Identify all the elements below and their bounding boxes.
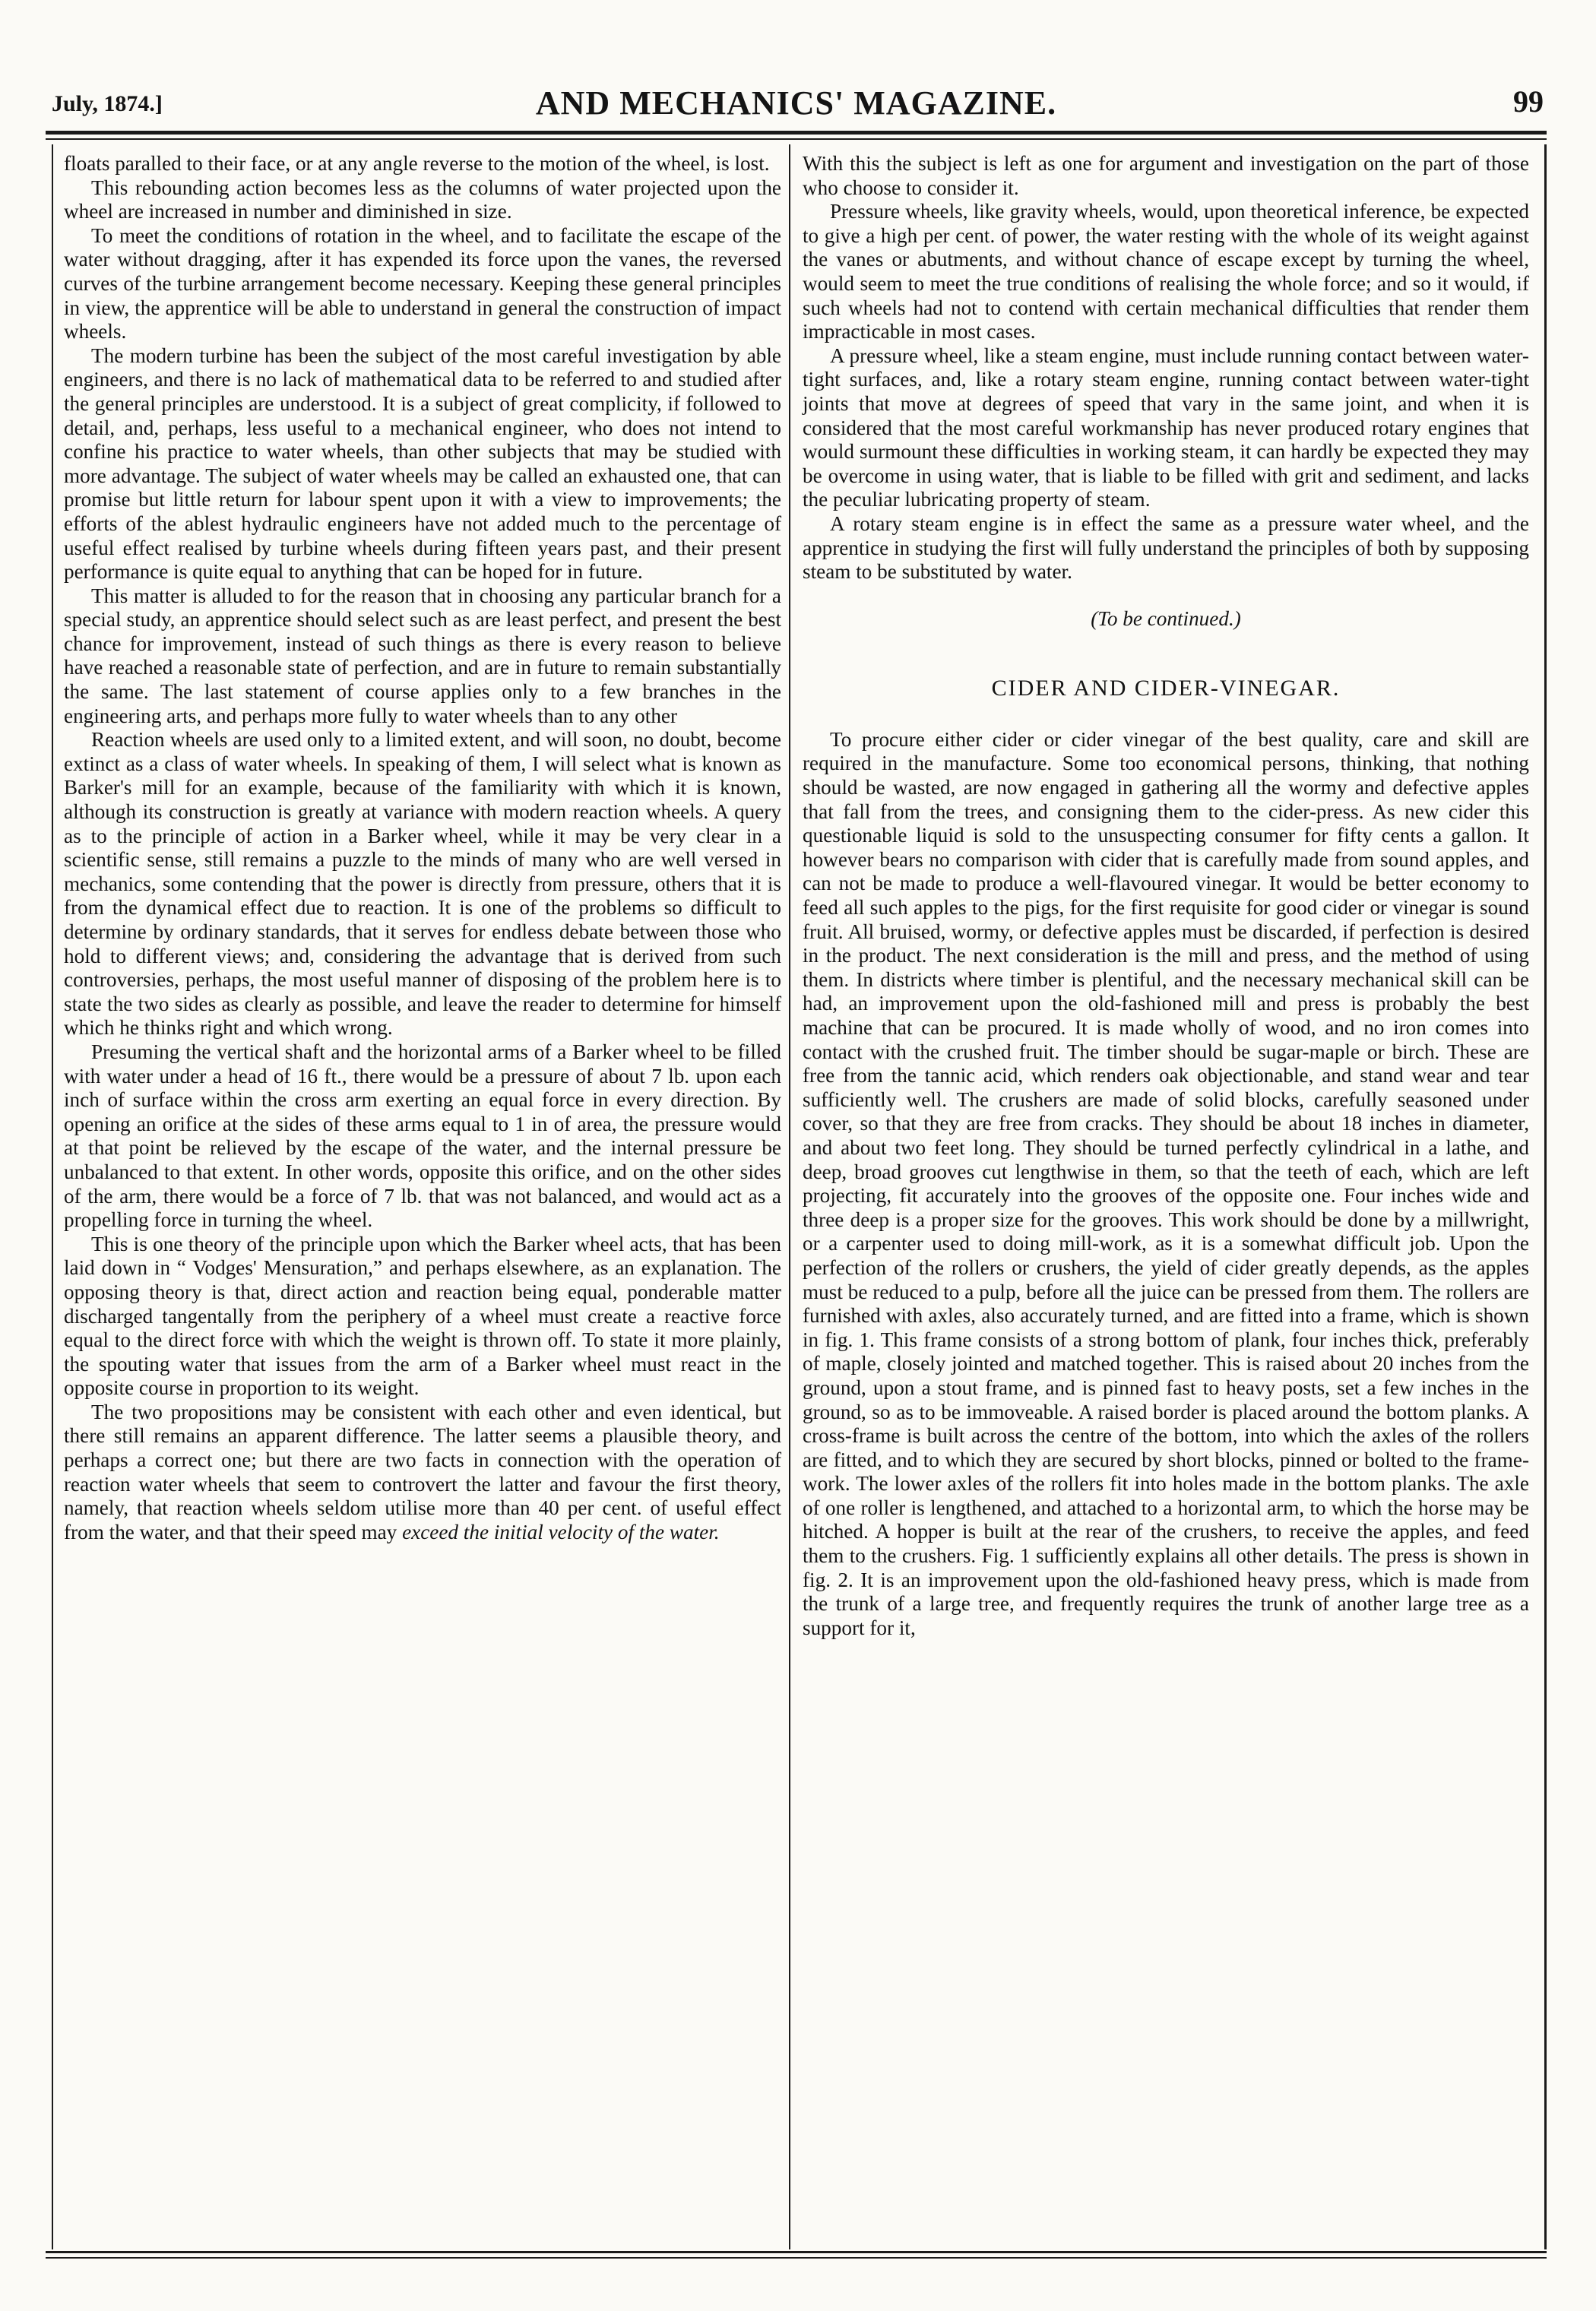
header-rule	[46, 131, 1547, 135]
paragraph: With this the subject is left as one for argument and investigation on the part of those who choose to consider it.	[803, 152, 1529, 199]
right-column	[803, 152, 1529, 1640]
paragraph: Presuming the vertical shaft and the horizontal arms of a Barker wheel to be filled with water under a head of 16 ft., there would be a pressure of about 7 lb. upon each inch of surface within the cross arm exerting an equal force in every direction. By opening an orifice at the sides of these arms equal to 1 in of area, the pressure would at that point be relieved by the escape of the water, and the internal pressure be unbalanced to that extent. In other words, opposite this orifice, and on the other sides of the arm, there would be a force of 7 lb. that was not balanced, and would act as a propelling force in turning the wheel.	[64, 1040, 781, 1232]
footer-rule-thin	[46, 2257, 1547, 2259]
paragraph: A pressure wheel, like a steam engine, must include running contact between water-tight surfaces, and, like a rotary steam engine, running contact between water-tight joints that move at degrees of speed that vary in the same joint, and when it is considered that the most careful workmanship has never produced rotary engines that would surmount these difficulties in working steam, it can hardly be expected they may be overcome in using water, that is liable to be filled with grit and sediment, and lacks the peculiar lubricating property of steam.	[803, 343, 1529, 511]
left-column	[64, 152, 781, 1544]
paragraph: This rebounding action becomes less as the columns of water projected upon the wheel are increased in number and diminished in size.	[64, 176, 781, 223]
header-rule-thin	[46, 138, 1547, 140]
issue-date: July, 1874.]	[52, 91, 163, 116]
paragraph-text: The two propositions may be consistent with each other and even identical, but there still remains an apparent difference. The latter seems a plausible theory, and perhaps a correct one; but there are two facts in connection with the operation of reaction water wheels that seem to controvert the latter and favour the first theory, namely, that reaction wheels seldom utilise more than 40 per cent. of useful effect from the water, and that their speed may	[64, 1400, 781, 1543]
page-number: 99	[1513, 84, 1544, 119]
paragraph: Pressure wheels, like gravity wheels, would, upon theoretical inference, be expected to give a high per cent. of power, the water resting with the whole of its weight against the vanes or abutments, and without chance of escape except by turning the wheel, would seem to meet the true conditions of realising the whole force; and so it would, if such wheels had not to contend with certain mechanical difficulties that render them impracticable in most cases.	[803, 200, 1529, 343]
column-divider	[789, 144, 790, 2249]
page-header	[46, 84, 1547, 122]
paragraph: This is one theory of the principle upon which the Barker wheel acts, that has been laid down in “ Vodges' Mensuration,” and perhaps elsewhere, as an explanation. The opposing theory is that, direct action and reaction being equal, ponderable matter discharged tangentally from the periphery of a wheel must create a reactive force equal to the direct force with which the weight is thrown off. To state it more plainly, the spouting water that issues from the arm of a Barker wheel must react in the opposite course in proportion to its weight.	[64, 1232, 781, 1400]
left-border	[52, 144, 53, 2249]
paragraph: A rotary steam engine is in effect the same as a pressure water wheel, and the apprentice in studying the first will fully understand the principles of both by supposing steam to be substituted by water.	[803, 511, 1529, 584]
footer-rule	[46, 2251, 1547, 2253]
paragraph: floats paralled to their face, or at any angle reverse to the motion of the wheel, is lost.	[64, 152, 770, 175]
paragraph: This matter is alluded to for the reason that in choosing any particular branch for a special study, an apprentice should select such as are least perfect, and present the best chance for improvement, instead of such things as there is every reason to believe have reached a reasonable state of perfection, and are in future to remain substantially the same. The last statement of course applies only to a few branches in the engineering arts, and perhaps more fully to water wheels than to any other	[64, 584, 781, 727]
paragraph: Reaction wheels are used only to a limited extent, and will soon, no doubt, become extinct as a class of water wheels. In speaking of them, I will select what is known as Barker's mill for an example, because of the familiarity with which it is known, although its construction is greatly at variance with modern reaction wheels. A query as to the principle of action in a Barker wheel, while it may be very clear in a scientific sense, still remains a puzzle to the minds of many who are well versed in mechanics, some contending that the power is directly from pressure, others that it is from the dynamical effect due to reaction. It is one of the problems so difficult to determine by ordinary standards, that it serves for endless debate between those who hold to different views; and, considering the advantage that is derived from such controversies, perhaps, the most useful manner of disposing of the problem here is to state the two sides as clearly as possible, and leave the reader to determine for himself which he thinks right and which wrong.	[64, 728, 781, 1040]
article-paragraph: To procure either cider or cider vinegar of the best quality, care and skill are required in the manufacture. Some too economical persons, thinking, that nothing should be wasted, are now engaged in gathering all the wormy and defective apples that fall from the trees, and consigning them to the cider-press. As new cider this questionable liquid is sold to the unsuspecting consumer for fifty cents a gallon. It however bears no comparison with cider that is carefully made from sound apples, and can not be made to produce a well-flavoured vinegar. It would be better economy to feed all such apples to the pigs, for the first requisite for good cider or vinegar is sound fruit. All bruised, wormy, or defective apples must be discarded, if perfection is desired in the product. The next consideration is the mill and press, and the method of using them. In districts where timber is plentiful, and the necessary mechanical skill can be had, an improvement upon the old-fashioned mill and press is probably the best machine that can be procured. It is made wholly of wood, and no iron comes into contact with the crushed fruit. The timber should be sugar-maple or birch. These are free from the tannic acid, which renders oak objectionable, and stand wear and tear sufficiently well. The crushers are made of solid blocks, carefully seasoned under cover, so that they are free from cracks. They should be about 18 inches in diameter, and about two feet long. They should be turned perfectly cylindrical in a lathe, and deep, broad grooves cut lengthwise in them, so that the teeth of each, which are left projecting, fit accurately into the grooves of the opposite one. Four inches wide and three deep is a proper size for the grooves. This work should be done by a millwright, or a carpenter used to doing mill-work, as it is a somewhat difficult job. Upon the perfection of the rollers or crushers, the yield of cider greatly depends, as the apples must be reduced to a pulp, before all the juice can be pressed from them. The rollers are furnished with axles, also accurately turned, and are fitted into a frame, which is shown in fig. 1. This frame consists of a strong bottom of plank, four inches thick, preferably of maple, closely jointed and matched together. This is raised about 20 inches from the ground, upon a stout frame, and is pinned fast to heavy posts, set a few inches in the ground, so as to be immoveable. A raised border is placed around the bottom planks. A cross-frame is built across the centre of the bottom, into which the axles of the rollers are fitted, and to which they are secured by short blocks, pinned or bolted to the frame-work. The lower axles of the rollers fit into holes made in the bottom planks. The axle of one roller is lengthened, and attached to a horizontal arm, to which the horse may be hitched. A hopper is built at the rear of the crushers, to receive the apples, and feed them to the crushers. Fig. 1 sufficiently explains all other details. The press is shown in fig. 2. It is an improvement upon the old-fashioned heavy press, which is made from the trunk of a large tree, and frequently requires the trunk of another large tree as a support for it,	[803, 727, 1529, 1639]
magazine-title: AND MECHANICS' MAGAZINE.	[535, 84, 1057, 122]
right-border	[1544, 144, 1547, 2249]
italic-phrase: exceed the initial velocity of the water.	[402, 1520, 720, 1543]
paragraph: The modern turbine has been the subject of the most careful investigation by able engineers, and there is no lack of mathematical data to be referred to and studied after the general principles are understood. It is a subject of great complicity, if followed to detail, and, perhaps, less useful to a mechanical engineer, who does not intend to confine his practice to water wheels, than other subjects that may be studied with more advantage. The subject of water wheels may be called an exhausted one, that can promise but little return for labour spent upon it with a view to improvements; the efforts of the ablest hydraulic engineers have not added much to the percentage of useful effect realised by turbine wheels during fifteen years past, and their present performance is quite equal to anything that can be hoped for in future.	[64, 343, 781, 584]
paragraph: To meet the conditions of rotation in the wheel, and to facilitate the escape of the water without dragging, after it has expended its force upon the vanes, the reversed curves of the turbine arrangement become necessary. Keeping these general principles in view, the apprentice will be able to understand in general the construction of impact wheels.	[64, 223, 781, 343]
article-title: CIDER AND CIDER-VINEGAR.	[991, 676, 1341, 701]
to-be-continued: (To be continued.)	[1091, 606, 1241, 630]
paragraph-last	[64, 1401, 781, 1545]
